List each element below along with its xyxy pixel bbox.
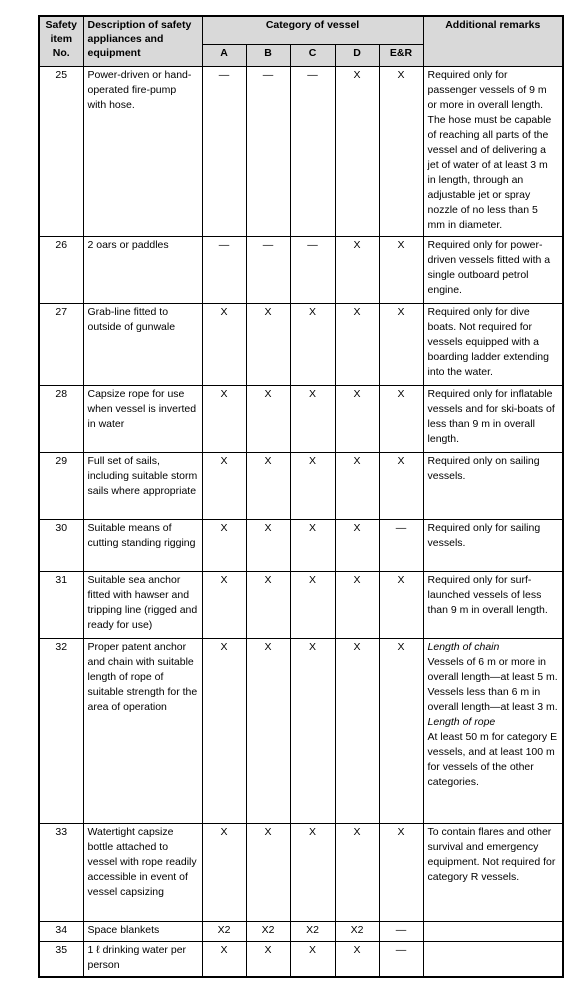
safety-equipment-table <box>38 15 564 978</box>
mark-b: X <box>246 823 290 921</box>
item-remarks: To contain flares and other survival and emergency equipment. Not required for category R vessels. <box>423 823 563 921</box>
item-no: 33 <box>39 823 83 921</box>
mark-d: X <box>335 823 379 921</box>
header-category-b: B <box>246 44 290 66</box>
item-description: Full set of sails, including suitable storm sails where appropriate <box>83 452 202 519</box>
mark-er: X <box>379 823 423 921</box>
mark-c: X <box>290 823 335 921</box>
table-row <box>39 385 563 452</box>
mark-a: X <box>202 571 246 638</box>
table-row <box>39 823 563 921</box>
remark-chain-large: Vessels of 6 m or more in overall length—at least 5 m. <box>427 655 558 683</box>
mark-b: X <box>246 452 290 519</box>
mark-c: X <box>290 452 335 519</box>
header-remarks: Additional remarks <box>423 16 563 66</box>
header-category-er: E&R <box>379 44 423 66</box>
mark-b: X <box>246 385 290 452</box>
mark-a: X <box>202 823 246 921</box>
item-remarks: Required only for surf-launched vessels of less than 9 m in overall length. <box>423 571 563 638</box>
item-no: 29 <box>39 452 83 519</box>
mark-a: X <box>202 385 246 452</box>
table-row <box>39 571 563 638</box>
mark-b: X <box>246 303 290 385</box>
item-remarks <box>423 941 563 977</box>
mark-b: X <box>246 941 290 977</box>
table-row <box>39 236 563 303</box>
mark-d: X <box>335 303 379 385</box>
mark-a: X2 <box>202 921 246 941</box>
table-row <box>39 638 563 823</box>
remark-heading-rope: Length of rope <box>427 715 496 728</box>
header-category: Category of vessel <box>202 16 423 44</box>
item-no: 34 <box>39 921 83 941</box>
mark-b: X <box>246 571 290 638</box>
mark-c: X <box>290 385 335 452</box>
item-description: Grab-line fitted to outside of gunwale <box>83 303 202 385</box>
item-no: 26 <box>39 236 83 303</box>
mark-d: X <box>335 519 379 571</box>
mark-a: — <box>202 66 246 236</box>
mark-er: — <box>379 519 423 571</box>
item-no: 32 <box>39 638 83 823</box>
item-description: Power-driven or hand-operated fire-pump with hose. <box>83 66 202 236</box>
mark-a: X <box>202 638 246 823</box>
mark-b: X <box>246 638 290 823</box>
mark-c: X <box>290 638 335 823</box>
item-description: Proper patent anchor and chain with suitable length of rope of suitable strength for the area of operation <box>83 638 202 823</box>
mark-d: X2 <box>335 921 379 941</box>
mark-a: X <box>202 452 246 519</box>
mark-c: X <box>290 303 335 385</box>
mark-d: X <box>335 941 379 977</box>
item-description: Capsize rope for use when vessel is inverted in water <box>83 385 202 452</box>
item-description: 1 ℓ drinking water per person <box>83 941 202 977</box>
mark-c: X2 <box>290 921 335 941</box>
item-remarks: Required only for power-driven vessels fitted with a single outboard petrol engine. <box>423 236 563 303</box>
mark-a: X <box>202 303 246 385</box>
header-category-a: A <box>202 44 246 66</box>
mark-c: — <box>290 236 335 303</box>
mark-er: X <box>379 236 423 303</box>
mark-er: — <box>379 921 423 941</box>
item-remarks: Required only for dive boats. Not required for vessels equipped with a boarding ladder extending into the water. <box>423 303 563 385</box>
mark-b: — <box>246 66 290 236</box>
table-row <box>39 66 563 236</box>
mark-d: X <box>335 638 379 823</box>
mark-d: X <box>335 385 379 452</box>
item-remarks <box>423 638 563 823</box>
item-remarks <box>423 921 563 941</box>
mark-er: X <box>379 452 423 519</box>
mark-c: X <box>290 519 335 571</box>
item-no: 28 <box>39 385 83 452</box>
table-row <box>39 941 563 977</box>
mark-er: X <box>379 571 423 638</box>
mark-c: X <box>290 571 335 638</box>
item-no: 27 <box>39 303 83 385</box>
item-remarks: Required only for sailing vessels. <box>423 519 563 571</box>
item-no: 31 <box>39 571 83 638</box>
table-row <box>39 452 563 519</box>
mark-er: X <box>379 66 423 236</box>
item-description: 2 oars or paddles <box>83 236 202 303</box>
header-category-c: C <box>290 44 335 66</box>
item-description: Watertight capsize bottle attached to vessel with rope readily accessible in event of vessel capsizing <box>83 823 202 921</box>
table-row <box>39 519 563 571</box>
header-description: Description of safety appliances and equipment <box>83 16 202 66</box>
mark-er: X <box>379 638 423 823</box>
mark-a: X <box>202 941 246 977</box>
item-description: Space blankets <box>83 921 202 941</box>
mark-c: X <box>290 941 335 977</box>
item-description: Suitable means of cutting standing rigging <box>83 519 202 571</box>
header-category-d: D <box>335 44 379 66</box>
mark-b: X2 <box>246 921 290 941</box>
mark-er: X <box>379 385 423 452</box>
mark-d: X <box>335 236 379 303</box>
item-remarks: Required only for passenger vessels of 9 m or more in overall length. The hose must be capable of reaching all parts of the vessel and of delivering a jet of water of at least 3 m in length, through an adjustable jet or spray nozzle of no less than 5 mm in diameter. <box>423 66 563 236</box>
mark-d: X <box>335 571 379 638</box>
mark-d: X <box>335 66 379 236</box>
mark-b: X <box>246 519 290 571</box>
table-row <box>39 921 563 941</box>
item-no: 25 <box>39 66 83 236</box>
item-description: Suitable sea anchor fitted with hawser and tripping line (rigged and ready for use) <box>83 571 202 638</box>
item-remarks: Required only on sailing vessels. <box>423 452 563 519</box>
mark-er: X <box>379 303 423 385</box>
mark-er: — <box>379 941 423 977</box>
item-remarks: Required only for inflatable vessels and for ski-boats of less than 9 m in overall length. <box>423 385 563 452</box>
remark-rope: At least 50 m for category E vessels, and at least 100 m for vessels of the other categories. <box>427 730 558 788</box>
mark-c: — <box>290 66 335 236</box>
mark-a: X <box>202 519 246 571</box>
remark-chain-small: Vessels less than 6 m in overall length—at least 3 m. <box>427 685 558 713</box>
safety-table-container <box>38 15 564 978</box>
remark-heading-chain: Length of chain <box>427 640 500 653</box>
mark-d: X <box>335 452 379 519</box>
item-no: 30 <box>39 519 83 571</box>
table-row <box>39 303 563 385</box>
header-item-no: Safety item No. <box>39 16 83 66</box>
mark-a: — <box>202 236 246 303</box>
item-no: 35 <box>39 941 83 977</box>
mark-b: — <box>246 236 290 303</box>
